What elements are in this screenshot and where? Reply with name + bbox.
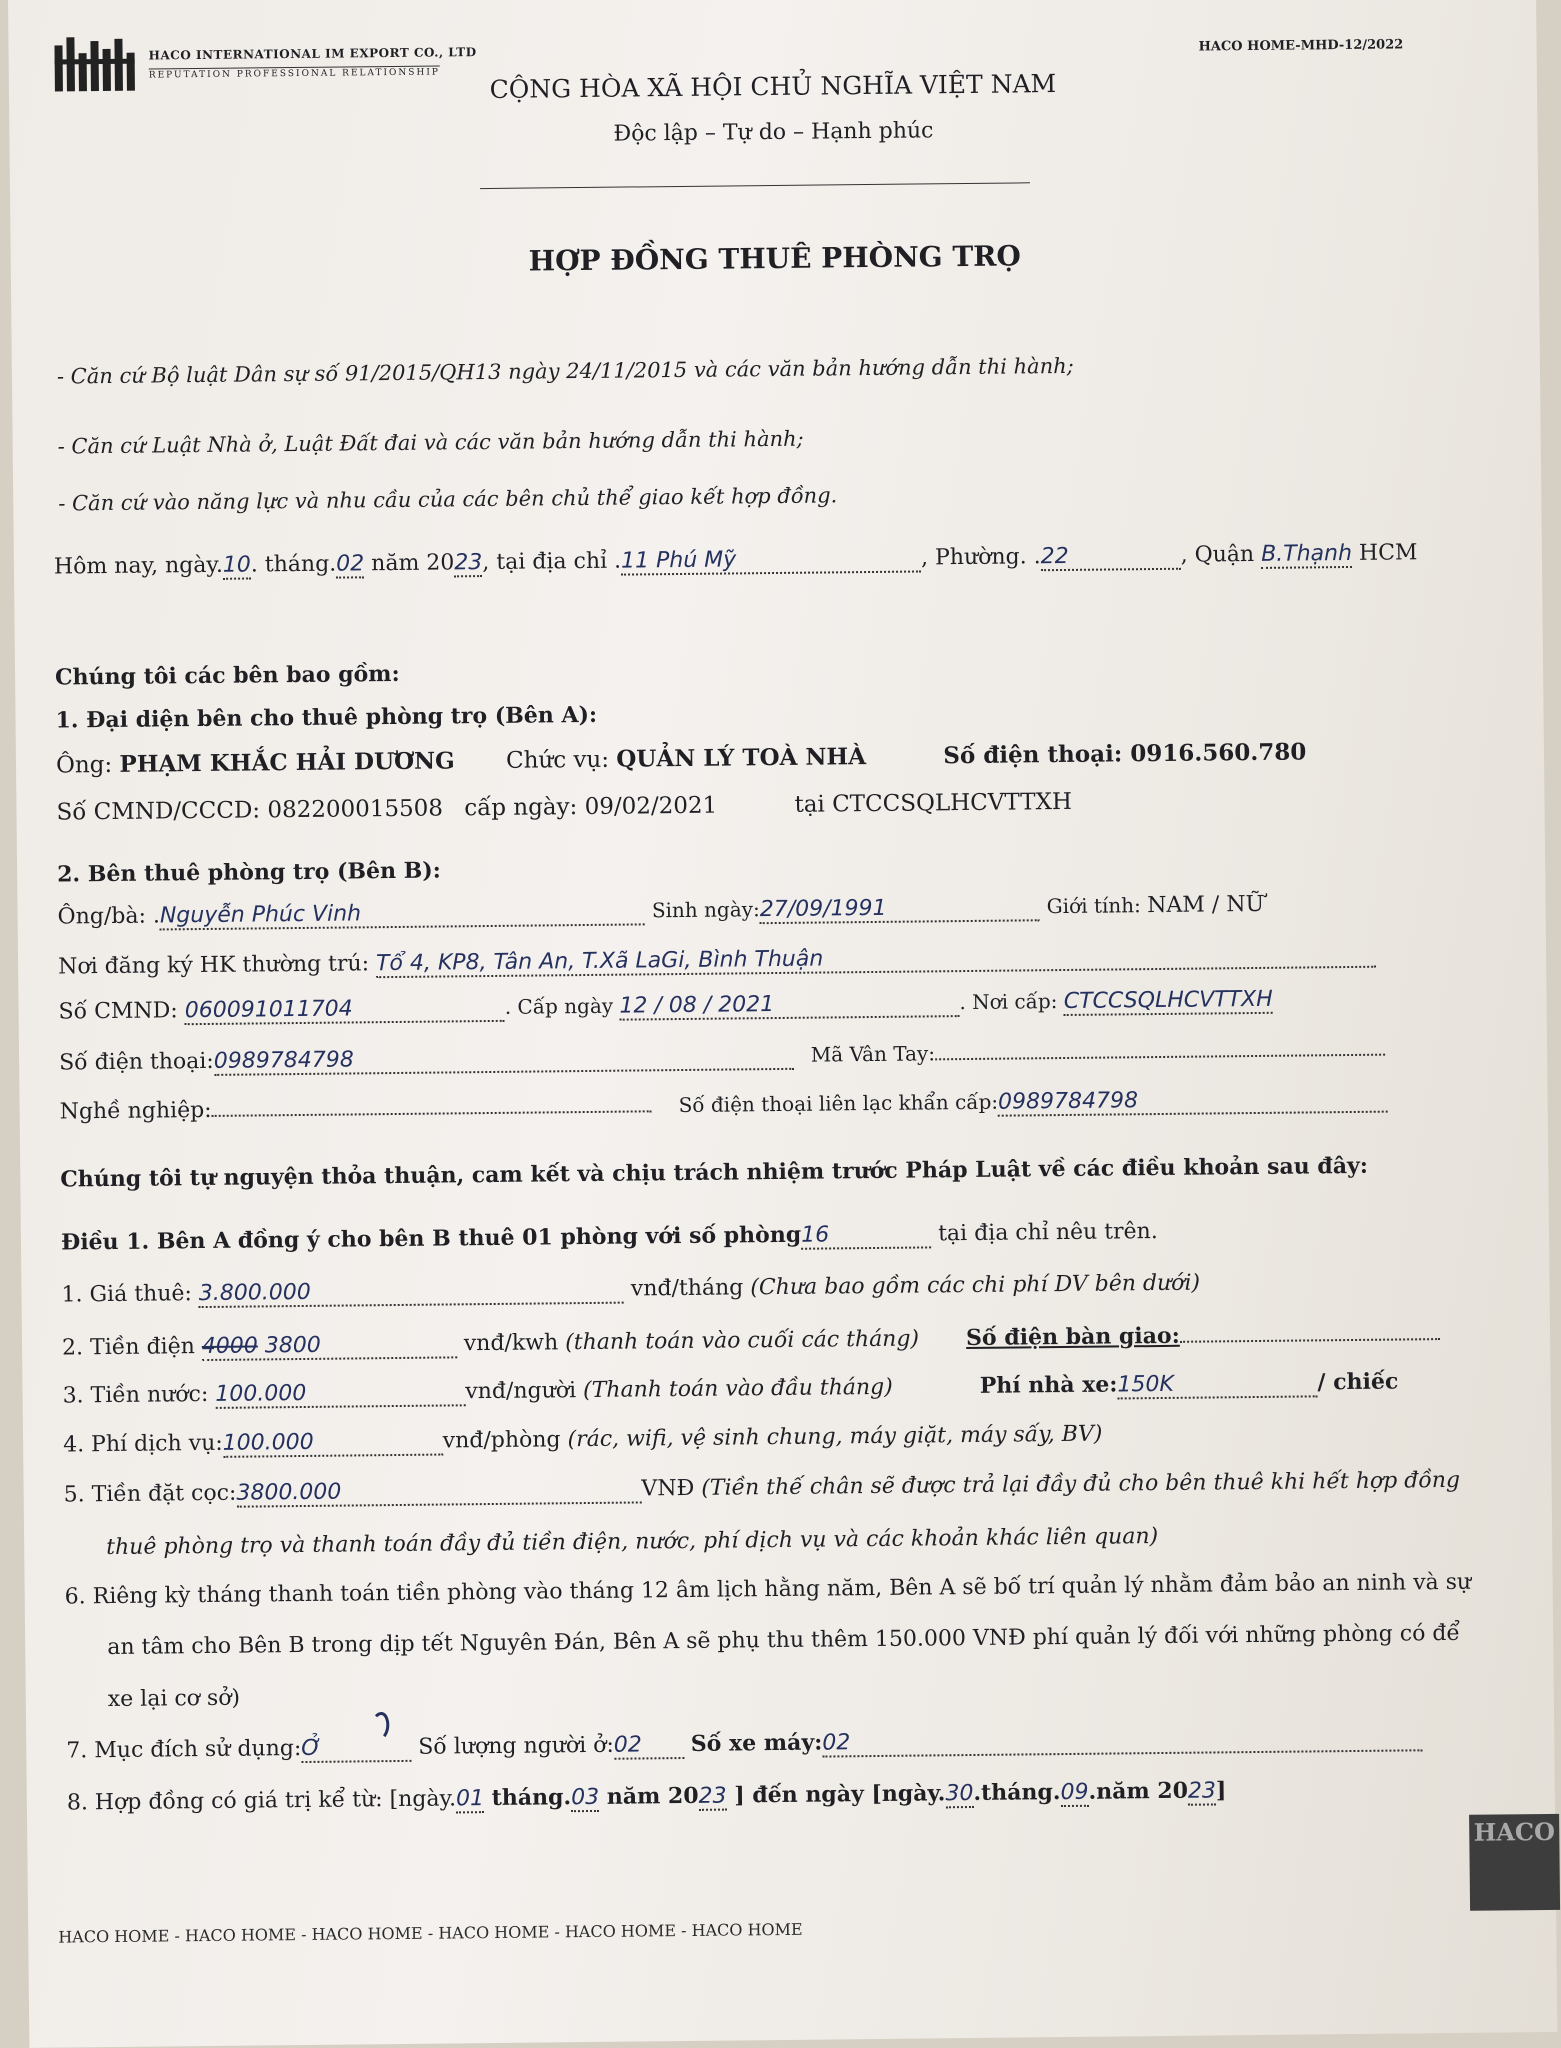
agreement-statement: Chúng tôi tự nguyện thỏa thuận, cam kết và chịu trách nhiệm trước Pháp Luật về các điều khoản sau đây: (60, 1152, 1369, 1193)
date-line: Hôm nay, ngày.10. tháng.02 năm 2023, tại địa chỉ .11 Phú Mỹ , Phường. .22 , Quận B.Thạnh HCM (53, 540, 1418, 580)
party-b-fingerprint[interactable] (935, 1034, 1385, 1061)
party-a-role: QUẢN LÝ TOÀ NHÀ (616, 743, 867, 773)
term-deposit: 5. Tiền đặt cọc:3800.000 VNĐ (Tiền thế chân sẽ được trả lại đầy đủ cho bên thuê khi hết hợp đồng (63, 1467, 1461, 1508)
term-electricity: 2. Tiền điện 4000 3800 vnđ/kwh (thanh toán vào cuối các tháng) Số điện bàn giao: (62, 1318, 1440, 1362)
start-day[interactable]: 01 (455, 1786, 485, 1812)
national-title: CỘNG HÒA XÃ HỘI CHỦ NGHĨA VIỆT NAM (489, 69, 1057, 104)
footer-text: HACO HOME - HACO HOME - HACO HOME - HACO HOME - HACO HOME - HACO HOME (58, 1919, 803, 1947)
contract-day[interactable]: 10 (222, 552, 251, 578)
party-b-residence[interactable]: Tổ 4, KP8, Tân An, T.Xã LaGi, Bình Thuận (376, 941, 1376, 978)
contract-ward[interactable]: 22 (1041, 543, 1181, 571)
party-b-id-line: Số CMND: 060091011704 . Cấp ngày 12 / 08 / 2021 . Nơi cấp: CTCCSQLHCVTTXH (58, 986, 1273, 1025)
party-a-name: PHẠM KHẮC HẢI DƯƠNG (119, 747, 455, 778)
start-month[interactable]: 03 (571, 1784, 600, 1811)
company-name: HACO INTERNATIONAL IM EXPORT CO., LTD (148, 45, 477, 63)
party-b-phone[interactable]: 0989784798 (214, 1043, 794, 1076)
parking-fee[interactable]: 150K (1117, 1370, 1317, 1399)
parties-intro: Chúng tôi các bên bao gồm: (54, 660, 400, 691)
service-fee[interactable]: 100.000 (223, 1429, 443, 1458)
party-b-id[interactable]: 060091011704 (185, 995, 505, 1025)
national-motto: Độc lập – Tự do – Hạnh phúc (613, 118, 934, 147)
legal-basis-2: - Căn cứ Luật Nhà ở, Luật Đất đai và các văn bản hướng dẫn thi hành; (57, 426, 804, 459)
article-1: Điều 1. Bên A đồng ý cho bên B thuê 01 phòng với số phòng16 tại địa chỉ nêu trên. (60, 1219, 1158, 1256)
party-b-hk-line: Nơi đăng ký HK thường trú: Tổ 4, KP8, Tân An, T.Xã LaGi, Bình Thuận (58, 941, 1376, 982)
party-b-job-line: Nghề nghiệp: Số điện thoại liên lạc khẩn cấp:0989784798 (59, 1083, 1388, 1127)
contract-address[interactable]: 11 Phú Mỹ (621, 545, 921, 575)
term-service: 4. Phí dịch vụ:100.000 vnđ/phòng (rác, wifi, vệ sinh chung, máy giặt, máy sấy, BV) (63, 1421, 1103, 1458)
contract-district[interactable]: B.Thạnh (1260, 540, 1353, 567)
motto-underline (480, 182, 1030, 189)
end-month[interactable]: 09 (1060, 1779, 1089, 1806)
water-price[interactable]: 100.000 (215, 1379, 465, 1409)
pen-mark-icon (366, 1696, 427, 1757)
room-number[interactable]: 16 (801, 1221, 931, 1249)
term-tet-line1: 6. Riêng kỳ tháng thanh toán tiền phòng vào tháng 12 âm lịch hằng năm, Bên A sẽ bố trí quản lý nhằm đảm bảo an ninh và sự (64, 1569, 1472, 1610)
term-tet-line3: xe lại cơ sở) (107, 1685, 241, 1713)
party-a-id: 082200015508 (267, 795, 444, 824)
deposit-amount[interactable]: 3800.000 (236, 1476, 641, 1507)
term-purpose: 7. Mục đích sử dụng:Ở Số lượng người ở:02 Số xe máy:02 (66, 1723, 1422, 1765)
contract-title: HỢP ĐỒNG THUÊ PHÒNG TRỌ (528, 239, 1022, 278)
motorbike-count[interactable]: 02 (822, 1724, 1422, 1757)
corner-logo: HACO (1469, 1814, 1560, 1911)
usage-purpose[interactable]: Ở (301, 1735, 411, 1763)
party-b-issue-date[interactable]: 12 / 08 / 2021 (619, 990, 959, 1021)
party-b-dob[interactable]: 27/09/1991 (760, 894, 1040, 924)
party-b-name[interactable]: Nguyễn Phúc Vinh (160, 898, 645, 930)
party-b-name-line: Ông/bà: .Nguyễn Phúc Vinh Sinh ngày:27/09/1991 Giới tính: NAM / NỮ (57, 891, 1265, 930)
contract-month[interactable]: 02 (336, 551, 365, 577)
legal-basis-1: - Căn cứ Bộ luật Dân sự số 91/2015/QH13 ngày 24/11/2015 và các văn bản hướng dẫn thi hành; (56, 353, 1074, 389)
electric-price[interactable]: 3800 (264, 1332, 321, 1359)
meter-handover[interactable] (1180, 1318, 1440, 1343)
contract-year[interactable]: 23 (454, 550, 483, 576)
electric-price-struck: 4000 (201, 1333, 258, 1360)
legal-basis-3: - Căn cứ vào năng lực và nhu cầu của các bên chủ thể giao kết hợp đồng. (58, 483, 838, 516)
end-year[interactable]: 23 (1187, 1778, 1217, 1804)
term-validity: 8. Hợp đồng có giá trị kể từ: [ngày.01 tháng.03 năm 2023 ] đến ngày [ngày.30.tháng.09.năm 2023] (66, 1777, 1227, 1816)
party-a-issue-date: 09/02/2021 (584, 792, 718, 821)
start-year[interactable]: 23 (698, 1783, 727, 1809)
document-code: HACO HOME-MHD-12/2022 (1198, 37, 1404, 55)
end-day[interactable]: 30 (945, 1780, 974, 1807)
party-b-heading: 2. Bên thuê phòng trọ (Bên B): (57, 857, 441, 888)
party-b-issue-place[interactable]: CTCCSQLHCVTTXH (1063, 986, 1273, 1014)
party-a-issue-place: CTCCSQLHCVTTXH (831, 788, 1073, 818)
party-a-id-line: Số CMND/CCCD: 082200015508 cấp ngày: 09/02/2021 tại CTCCSQLHCVTTXH (56, 788, 1073, 826)
party-b-emergency-phone[interactable]: 0989784798 (998, 1086, 1388, 1117)
deposit-note-line2: thuê phòng trọ và thanh toán đầy đủ tiền điện, nước, phí dịch vụ và các khoản khác liên quan) (106, 1524, 1159, 1561)
occupant-count[interactable]: 02 (614, 1732, 684, 1760)
term-rent: 1. Giá thuê: 3.800.000 vnđ/tháng (Chưa bao gồm các chi phí DV bên dưới) (61, 1270, 1201, 1308)
party-a-heading: 1. Đại diện bên cho thuê phòng trọ (Bên A): (55, 701, 598, 734)
company-tagline: REPUTATION PROFESSIONAL RELATIONSHIP (148, 67, 440, 81)
party-b-gender[interactable]: NAM / NỮ (1147, 891, 1265, 919)
contract-page (8, 0, 1557, 2048)
party-b-job[interactable] (211, 1090, 651, 1117)
rent-amount[interactable]: 3.800.000 (199, 1277, 624, 1308)
party-a-phone: 0916.560.780 (1130, 738, 1307, 768)
term-tet-line2: an tâm cho Bên B trong dịp tết Nguyên Đán, Bên A sẽ phụ thu thêm 150.000 VNĐ phí quản lý đối với những phòng có để (107, 1620, 1461, 1661)
party-a-info-line: Ông: PHẠM KHẮC HẢI DƯƠNG Chức vụ: QUẢN LÝ TOÀ NHÀ Số điện thoại: 0916.560.780 (55, 738, 1307, 779)
party-b-phone-line: Số điện thoại:0989784798 Mã Vân Tay: (59, 1034, 1385, 1078)
term-water: 3. Tiền nước: 100.000 vnđ/người (Thanh toán vào đầu tháng) Phí nhà xe:150K / chiếc (62, 1368, 1399, 1409)
